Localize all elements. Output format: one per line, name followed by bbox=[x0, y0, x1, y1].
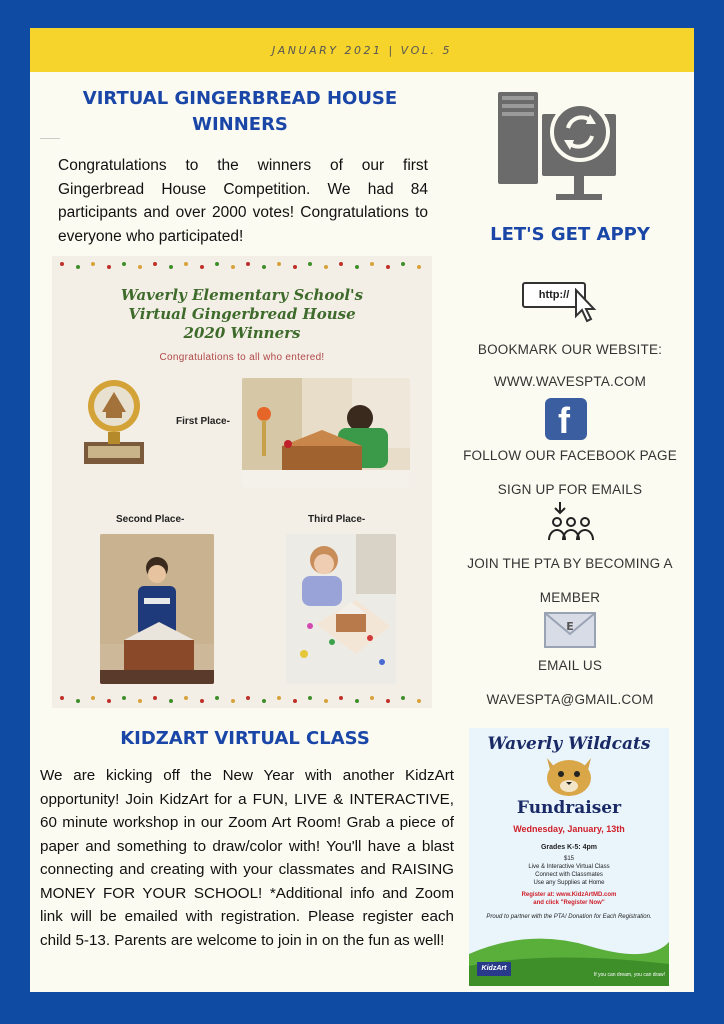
second-place-photo bbox=[100, 534, 214, 684]
decor-dot bbox=[370, 696, 374, 700]
flyer-date: Wednesday, January, 13th bbox=[513, 824, 625, 834]
emails-text: SIGN UP FOR EMAILS bbox=[497, 482, 643, 497]
decor-dot bbox=[386, 265, 390, 269]
trophy-icon bbox=[82, 376, 146, 468]
decor-dot bbox=[76, 265, 80, 269]
decor-dot bbox=[169, 699, 173, 703]
gingerbread-intro: Congratulations to the winners of our first Gingerbread House Competition. We had 84 participants and over 2000 votes! Congratulations to everyone who participated! bbox=[58, 157, 428, 245]
http-cursor-icon[interactable] bbox=[522, 280, 602, 326]
dots-bottom bbox=[52, 696, 432, 704]
first-place-label: First Place- bbox=[176, 416, 230, 427]
kidzart-body: We are kicking off the New Year with another KidzArt opportunity! Join KidzArt for a FUN, LIVE & INTERACTIVE, 60 minute workshop in our Zoom Art Room! Grab a piece of paper and something to draw/color with! You'll have a blast connecting and creating with your classmates and RAISING MONEY FOR YOUR SCHOOL! *Additional info and Zoom link will be emailed with registration. Please register each child 5-13. Parents are welcome to join in on the fun as well! bbox=[40, 767, 454, 949]
decor-dot bbox=[184, 262, 188, 266]
decor-dot bbox=[308, 696, 312, 700]
decor-dot bbox=[417, 265, 421, 269]
computer-sync-icon bbox=[498, 88, 618, 206]
decor-dot bbox=[153, 262, 157, 266]
envelope-icon[interactable] bbox=[544, 612, 596, 648]
issue-date: JANUARY 2021 | VOL. 5 bbox=[272, 43, 452, 57]
svg-text:E: E bbox=[566, 620, 574, 633]
decor-dot bbox=[138, 265, 142, 269]
decor-dot bbox=[355, 265, 359, 269]
decor-dot bbox=[386, 699, 390, 703]
issue-banner bbox=[30, 28, 694, 72]
decor-dot bbox=[339, 262, 343, 266]
flyer-partner: Proud to partner with the PTA! Donation for Each Registration. bbox=[486, 914, 652, 920]
decor-dot bbox=[107, 265, 111, 269]
decor-dot bbox=[169, 265, 173, 269]
winners-card bbox=[52, 256, 432, 708]
flyer-line-2: Connect with Classmates bbox=[535, 872, 603, 878]
card-subtitle: Congratulations to all who entered! bbox=[159, 352, 325, 363]
decor-dot bbox=[293, 265, 297, 269]
website-link[interactable]: WWW.WAVESPTA.COM bbox=[493, 374, 647, 389]
decor-dot bbox=[324, 265, 328, 269]
flyer-line-3: Use any Supplies at Home bbox=[533, 880, 605, 886]
second-place-label: Second Place- bbox=[116, 514, 185, 525]
decor-dot bbox=[370, 262, 374, 266]
decor-dot bbox=[76, 699, 80, 703]
wildcat-mascot-icon bbox=[541, 756, 597, 798]
dots-top bbox=[52, 262, 432, 270]
flyer-register-2: and click "Register Now" bbox=[533, 900, 605, 906]
decor-dot bbox=[246, 262, 250, 266]
join-text-1: JOIN THE PTA BY BECOMING A bbox=[467, 556, 673, 571]
flyer-register[interactable]: Register at: www.KidzArtMD.com bbox=[521, 892, 617, 898]
decor-dot bbox=[417, 699, 421, 703]
flyer-price: $15 bbox=[563, 856, 574, 862]
card-title-line-2: Virtual Gingerbread House bbox=[128, 305, 356, 323]
appy-heading: LET'S GET APPY bbox=[490, 224, 650, 245]
decor-dot bbox=[153, 696, 157, 700]
decor-dot bbox=[401, 696, 405, 700]
decor-dot bbox=[401, 262, 405, 266]
decor-dot bbox=[215, 696, 219, 700]
decor-dot bbox=[324, 699, 328, 703]
card-title-line-3: 2020 Winners bbox=[183, 324, 301, 342]
flyer-grades: Grades K-5: 4pm bbox=[540, 844, 598, 851]
decor-dot bbox=[184, 696, 188, 700]
gingerbread-heading: VIRTUAL GINGERBREAD HOUSE WINNERS bbox=[82, 88, 398, 135]
decor-dot bbox=[277, 262, 281, 266]
decor-dot bbox=[355, 699, 359, 703]
decor-dot bbox=[60, 696, 64, 700]
join-text-2: MEMBER bbox=[539, 590, 601, 605]
card-title bbox=[52, 286, 432, 343]
decor-dot bbox=[277, 696, 281, 700]
flyer-line-1: Live & Interactive Virtual Class bbox=[528, 864, 610, 870]
facebook-text: FOLLOW OUR FACEBOOK PAGE bbox=[463, 448, 677, 463]
flyer-title: Waverly Wildcats bbox=[487, 734, 651, 754]
decor-dot bbox=[91, 696, 95, 700]
decor-dot bbox=[231, 699, 235, 703]
decor-dot bbox=[91, 262, 95, 266]
decor-dot bbox=[262, 265, 266, 269]
facebook-icon[interactable]: f bbox=[545, 398, 587, 440]
email-us-text: EMAIL US bbox=[537, 658, 603, 673]
third-place-label: Third Place- bbox=[308, 514, 366, 525]
email-link[interactable]: WAVESPTA@GMAIL.COM bbox=[486, 692, 654, 707]
http-label: http:// bbox=[522, 282, 586, 308]
fundraiser-flyer bbox=[469, 728, 669, 986]
decor-dot bbox=[246, 696, 250, 700]
decor-dot bbox=[200, 699, 204, 703]
join-people-icon bbox=[545, 500, 595, 544]
decor-dot bbox=[122, 262, 126, 266]
decor-dot bbox=[293, 699, 297, 703]
flyer-fundraiser: Fundraiser bbox=[516, 798, 622, 818]
bookmark-text: BOOKMARK OUR WEBSITE: bbox=[477, 342, 663, 357]
divider bbox=[40, 138, 60, 139]
decor-dot bbox=[138, 699, 142, 703]
decor-dot bbox=[60, 262, 64, 266]
third-place-photo bbox=[286, 534, 396, 684]
kidzart-logo: KidzArt bbox=[477, 962, 511, 976]
decor-dot bbox=[308, 262, 312, 266]
decor-dot bbox=[215, 262, 219, 266]
decor-dot bbox=[231, 265, 235, 269]
kidzart-heading: KIDZART VIRTUAL CLASS bbox=[120, 728, 370, 749]
card-title-line-1: Waverly Elementary School's bbox=[120, 286, 364, 304]
decor-dot bbox=[107, 699, 111, 703]
decor-dot bbox=[200, 265, 204, 269]
decor-dot bbox=[339, 696, 343, 700]
cursor-icon bbox=[574, 288, 598, 324]
flyer-tagline: If you can dream, you can draw! bbox=[593, 972, 665, 978]
newsletter-page bbox=[30, 28, 694, 992]
decor-dot bbox=[122, 696, 126, 700]
decor-dot bbox=[262, 699, 266, 703]
first-place-photo bbox=[242, 378, 410, 488]
